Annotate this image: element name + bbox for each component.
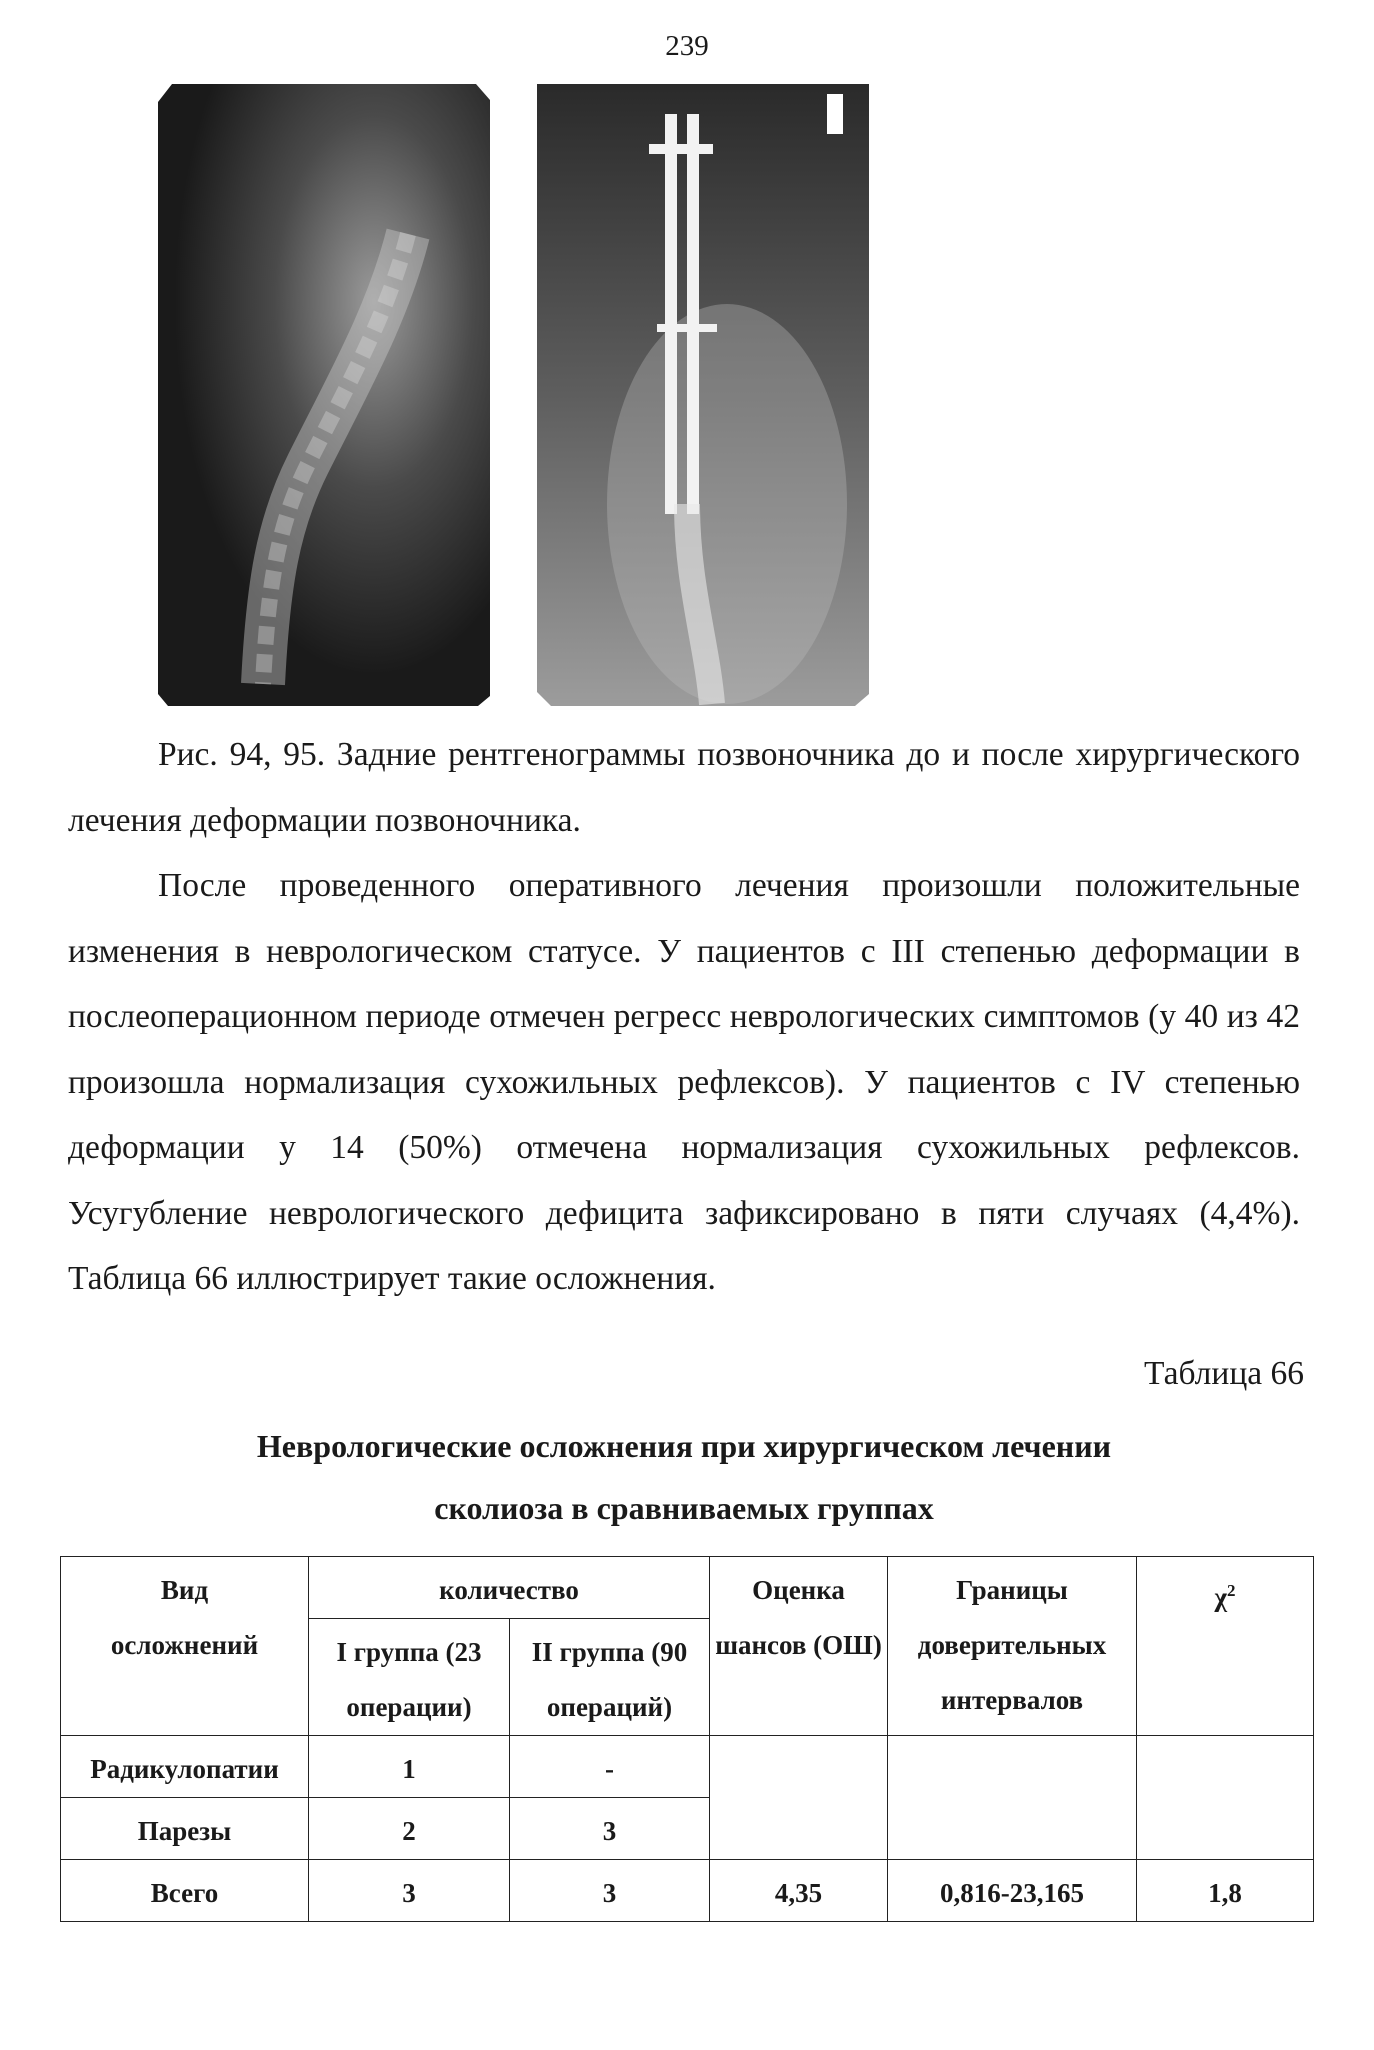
table-title-line-1: Неврологические осложнения при хирургическом лечении <box>256 1428 1112 1464</box>
total-ci: 0,816-23,165 <box>888 1860 1137 1922</box>
xray-before-image <box>158 84 490 706</box>
total-chi: 1,8 <box>1137 1860 1314 1922</box>
row-odds-empty <box>710 1736 888 1860</box>
header-chi-square: $\chi^2$ <box>1137 1557 1314 1736</box>
header-group-2: II группа (90 операций) <box>510 1619 710 1736</box>
page-number: 239 <box>665 30 709 62</box>
total-group-2: 3 <box>510 1860 710 1922</box>
header-group-1: I группа (23 операции) <box>309 1619 510 1736</box>
table-total-row <box>61 1860 1314 1922</box>
table-header-row <box>61 1557 1314 1619</box>
row-group-1: 1 <box>309 1736 510 1798</box>
total-odds: 4,35 <box>710 1860 888 1922</box>
total-type: Всего <box>61 1860 309 1922</box>
table-title-line-2: сколиоза в сравниваемых группах <box>434 1490 934 1526</box>
header-confidence-interval: Границы доверительных интервалов <box>888 1557 1137 1736</box>
row-group-1: 2 <box>309 1798 510 1860</box>
row-group-2: 3 <box>510 1798 710 1860</box>
table-label: Таблица 66 <box>1143 1355 1304 1392</box>
spine-xray-after-icon <box>537 84 869 706</box>
header-odds-ratio: Оценка шансов (ОШ) <box>710 1557 888 1736</box>
total-group-1: 3 <box>309 1860 510 1922</box>
row-chi-empty <box>1137 1736 1314 1860</box>
row-ci-empty <box>888 1736 1137 1860</box>
table-title <box>68 1415 1300 1539</box>
complications-table <box>60 1556 1314 1922</box>
header-quantity: количество <box>309 1557 710 1619</box>
xray-after-image <box>537 84 869 706</box>
table-row <box>61 1736 1314 1798</box>
row-type: Парезы <box>61 1798 309 1860</box>
row-type: Радикулопатии <box>61 1736 309 1798</box>
figure-caption: Рис. 94, 95. Задние рентгенограммы позвоночника до и после хирургического лечения деформации позвоночника. <box>68 736 1300 839</box>
spine-xray-before-icon <box>158 84 490 706</box>
header-complication-type: Вид осложнений <box>61 1557 309 1736</box>
body-paragraph: После проведенного оперативного лечения произошли положительные изменения в неврологическом статусе. У пациентов с III степенью деформации в послеоперационном периоде отмечен регресс неврологических симптомов (у 40 из 42 произошла нормализация сухожильных рефлексов). У пациентов с IV степенью деформации у 14 (50%) отмечена нормализация сухожильных рефлексов. Усугубление неврологического дефицита зафиксировано в пяти случаях (4,4%). Таблица 66 иллюстрирует такие осложнения. <box>68 867 1300 1297</box>
row-group-2: - <box>510 1736 710 1798</box>
